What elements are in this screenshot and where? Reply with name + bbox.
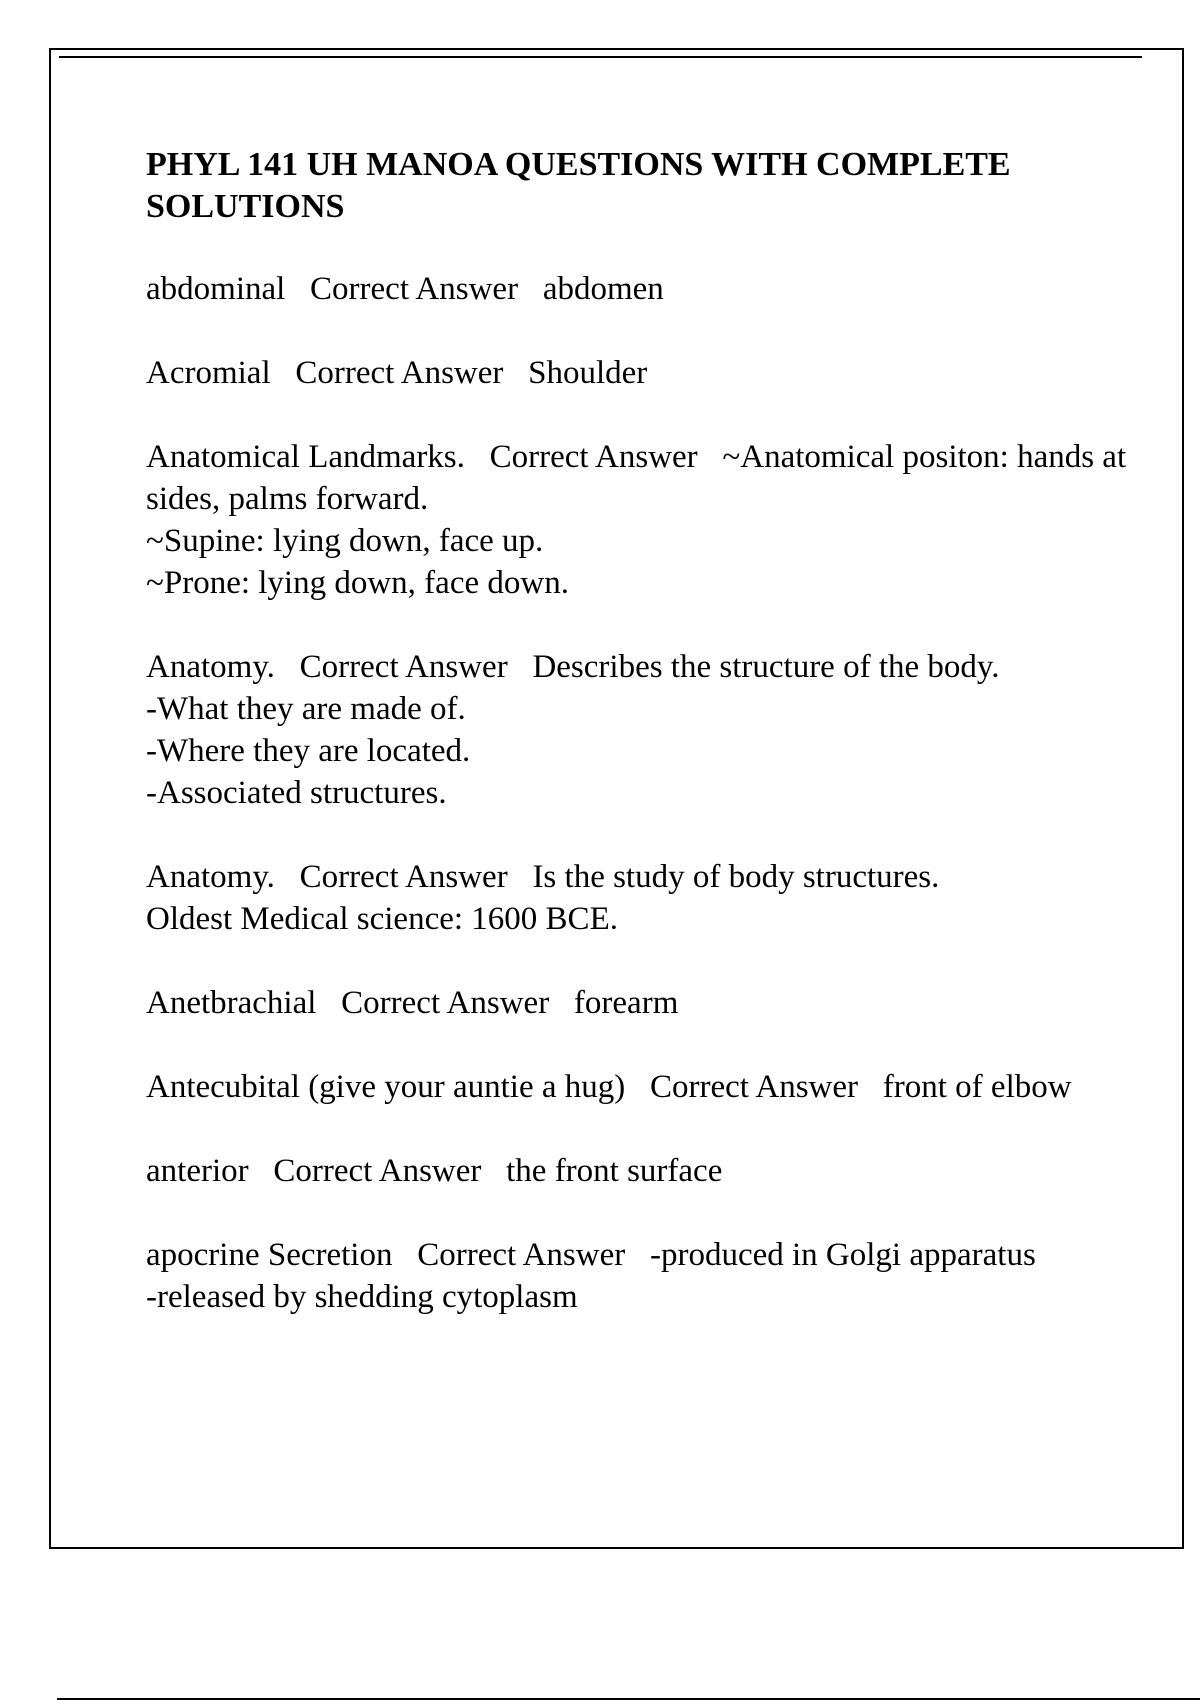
qa-entry: Anatomy. Correct Answer Describes the structure of the body. -What they are made of. -Where they are located. -Associated structures. xyxy=(146,649,1000,811)
page-frame xyxy=(49,48,1184,1549)
top-rule xyxy=(59,56,1142,58)
qa-entry: Anatomy. Correct Answer Is the study of body structures. Oldest Medical science: 1600 BCE. xyxy=(146,859,940,937)
document-title: PHYL 141 UH MANOA QUESTIONS WITH COMPLETE SOLUTIONS xyxy=(146,146,1011,225)
qa-entry: Anetbrachial Correct Answer forearm xyxy=(146,985,679,1021)
qa-entry: abdominal Correct Answer abdomen xyxy=(146,271,664,307)
qa-entry: anterior Correct Answer the front surface xyxy=(146,1153,723,1189)
document-body xyxy=(146,144,1136,1360)
qa-entry: Antecubital (give your auntie a hug) Correct Answer front of elbow xyxy=(146,1069,1072,1105)
qa-entry: Acromial Correct Answer Shoulder xyxy=(146,355,648,391)
qa-entry: Anatomical Landmarks. Correct Answer ~Anatomical positon: hands at sides, palms forward. ~Supine: lying down, face up. ~Prone: lying down, face down. xyxy=(146,439,1127,601)
qa-entry: apocrine Secretion Correct Answer -produced in Golgi apparatus -released by shedding cytoplasm xyxy=(146,1237,1036,1315)
